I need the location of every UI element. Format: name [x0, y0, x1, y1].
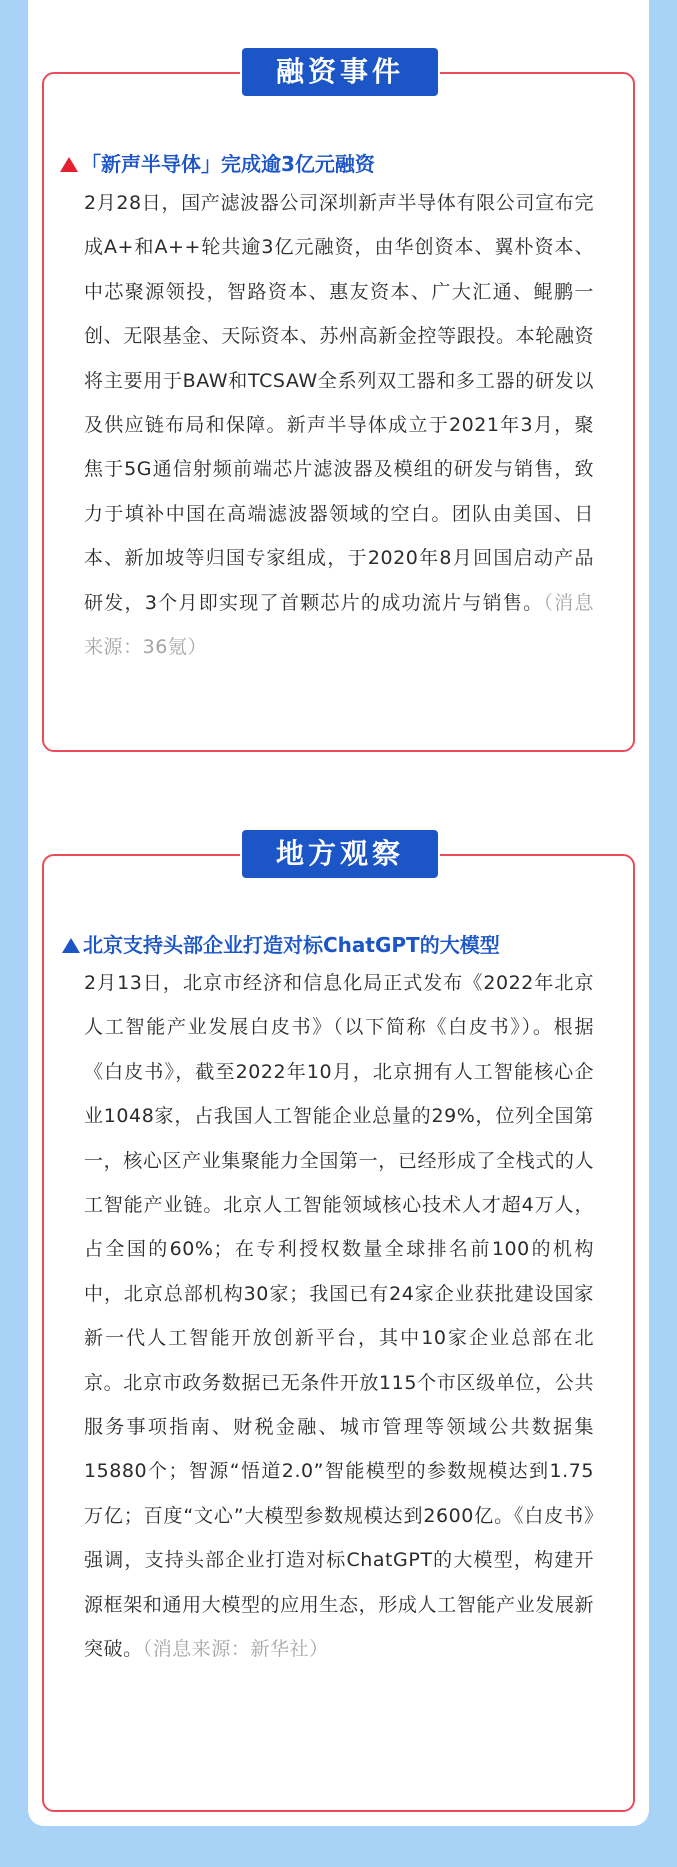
body-text: 2月28日，国产滤波器公司深圳新声半导体有限公司宣布完成A+和A++轮共逾3亿元融资，由华创资本、翼朴资本、中芯聚源领投，智路资本、惠友资本、广大汇通、鲲鹏一创、无限基金、天际资本、苏州高新金控等跟投。本轮融资将主要用于BAW和TCSAW全系列双工器和多工器的研发以及供应链布局和保障。新声半导体成立于2021年3月，聚焦于5G通信射频前端芯片滤波器及模组的研发与销售，致力于填补中国在高端滤波器领域的空白。团队由美国、日本、新加坡等归国专家组成，于2020年8月回国启动产品研发，3个月即实现了首颗芯片的成功流片与销售。: [84, 192, 594, 614]
headline-text: 北京支持头部企业打造对标ChatGPT的大模型: [83, 933, 500, 957]
headline-text: 「新声半导体」完成逾3亿元融资: [81, 152, 375, 176]
section-tag: 融资事件: [242, 48, 438, 96]
body-text: 2月13日，北京市经济和信息化局正式发布《2022年北京人工智能产业发展白皮书》（以下简称《白皮书》）。根据《白皮书》，截至2022年10月，北京拥有人工智能核心企业1048家，占我国人工智能企业总量的29%，位列全国第一，核心区产业集聚能力全国第一，已经形成了全栈式的人工智能产业链。北京人工智能领域核心技术人才超4万人，占全国的60%；在专利授权数量全球排名前100的机构中，北京总部机构30家；我国已有24家企业获批建设国家新一代人工智能开放创新平台，其中10家企业总部在北京。北京市政务数据已无条件开放115个市区级单位，公共服务事项指南、财税金融、城市管理等领域公共数据集15880个；智源“悟道2.0”智能模型的参数规模达到1.75万亿；百度“文心”大模型参数规模达到2600亿。《白皮书》强调，支持头部企业打造对标ChatGPT的大模型，构建开源框架和通用大模型的应用生态，形成人工智能产业发展新突破。: [84, 972, 594, 1661]
section-tag: 地方观察: [242, 830, 438, 878]
news-source: （消息来源：36氪）: [84, 591, 594, 659]
section-local: [42, 0, 635, 1826]
news-headline: [62, 929, 500, 958]
news-body: [84, 961, 594, 1672]
triangle-blue-icon: [62, 938, 80, 953]
news-source: （消息来源：新华社）: [142, 1638, 329, 1661]
